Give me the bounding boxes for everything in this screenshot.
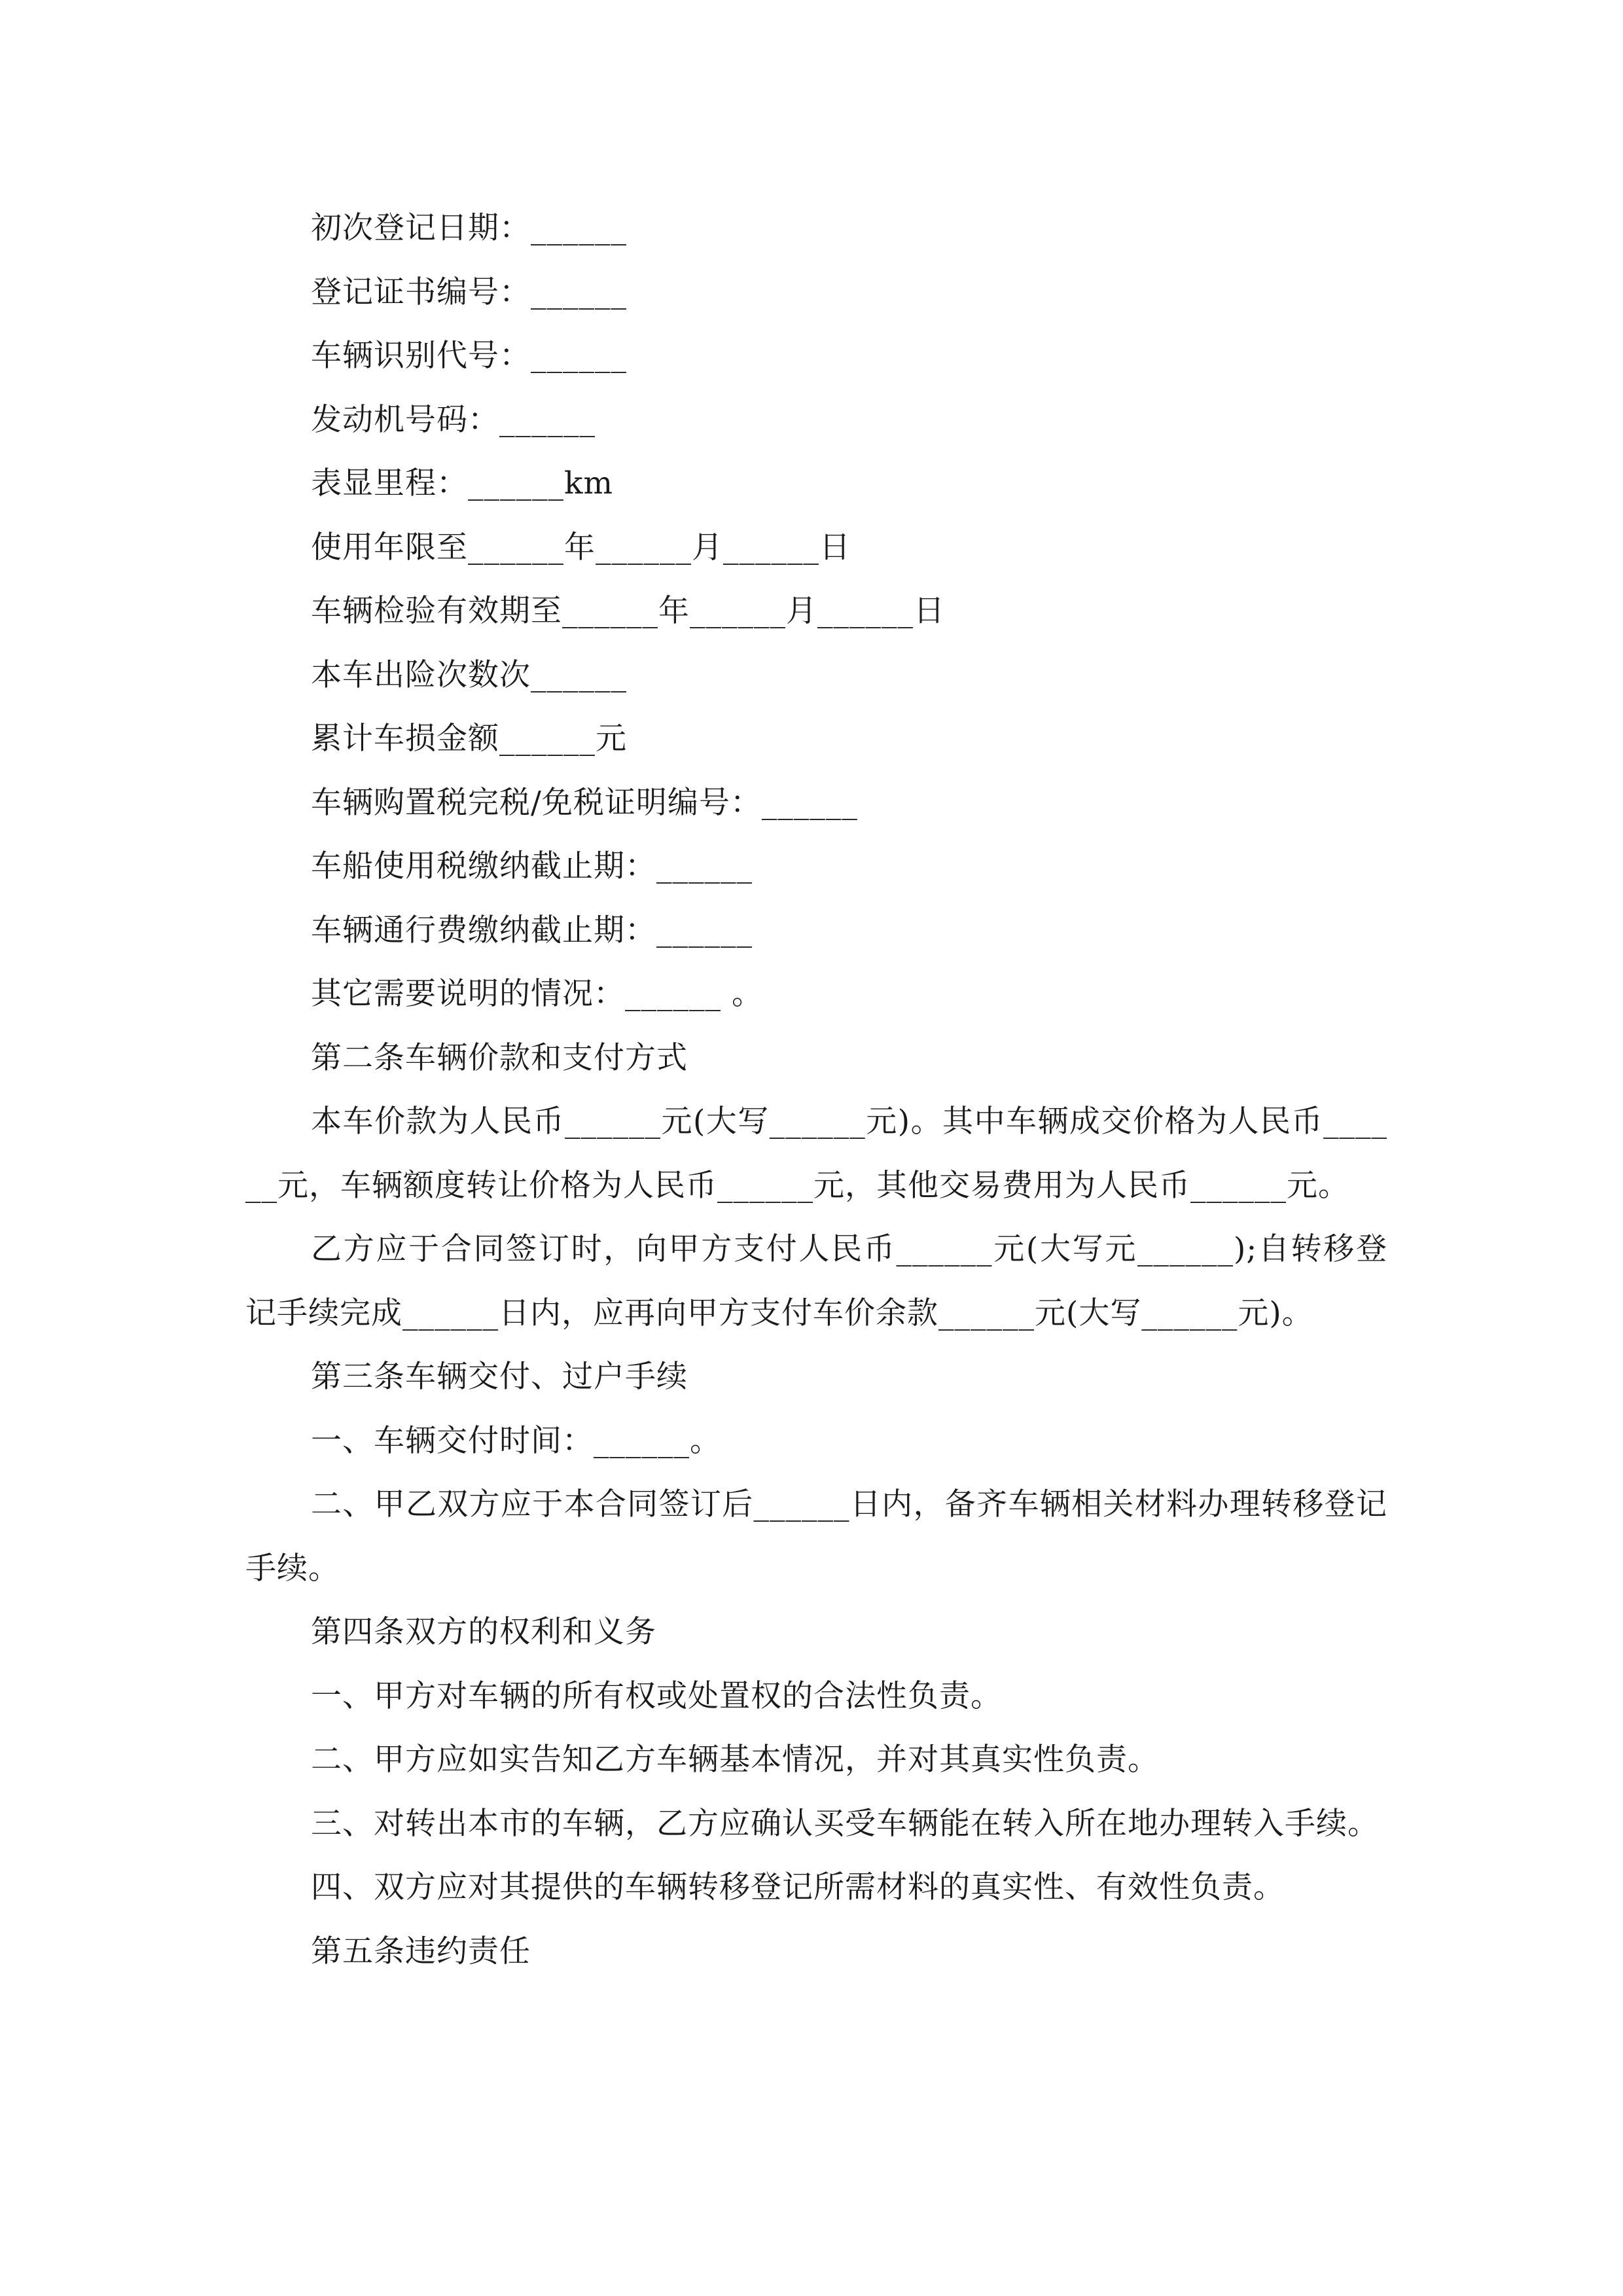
article-4-heading: 第四条双方的权利和义务 xyxy=(311,1614,656,1650)
contract-body xyxy=(245,196,1387,1983)
article-4-item-2: 二、甲方应如实告知乙方车辆基本情况，并对其真实性负责。 xyxy=(311,1742,1159,1778)
article-5-heading: 第五条违约责任 xyxy=(311,1933,531,1969)
field-insurance-claim-count: 本车出险次数次______ xyxy=(311,656,627,693)
article-2-heading: 第二条车辆价款和支付方式 xyxy=(311,1039,688,1076)
field-purchase-tax-certificate-number: 车辆购置税完税/免税证明编号：______ xyxy=(311,784,858,821)
field-accumulated-damage-amount: 累计车损金额______元 xyxy=(311,721,627,757)
field-other-notes: 其它需要说明的情况：______ 。 xyxy=(311,976,763,1012)
article-3-item-1: 一、车辆交付时间：______。 xyxy=(311,1422,721,1459)
field-vehicle-vessel-tax-deadline: 车船使用税缴纳截止期：______ xyxy=(311,848,753,884)
field-registration-certificate-number: 登记证书编号：______ xyxy=(311,274,627,310)
field-toll-fee-deadline: 车辆通行费缴纳截止期：______ xyxy=(311,912,753,948)
article-2-payment-paragraph: 乙方应于合同签订时，向甲方支付人民币______元(大写元______);自转移登记手续完成______日内，应再向甲方支付车价余款______元(大写______元)。 xyxy=(245,1231,1387,1331)
article-4-item-1: 一、甲方对车辆的所有权或处置权的合法性负责。 xyxy=(311,1677,1002,1714)
article-3-item-2: 二、甲乙双方应于本合同签订后______日内，备齐车辆相关材料办理转移登记手续。 xyxy=(245,1486,1387,1587)
field-service-life-until: 使用年限至______年______月______日 xyxy=(311,529,851,565)
field-odometer-reading: 表显里程：______km xyxy=(311,465,614,501)
article-4-item-4: 四、双方应对其提供的车辆转移登记所需材料的真实性、有效性负责。 xyxy=(311,1869,1285,1905)
field-first-registration-date: 初次登记日期：______ xyxy=(311,210,627,246)
article-2-price-paragraph: 本车价款为人民币______元(大写______元)。其中车辆成交价格为人民币______元，车辆额度转让价格为人民币______元，其他交易费用为人民币______元。 xyxy=(245,1103,1387,1204)
field-inspection-valid-until: 车辆检验有效期至______年______月______日 xyxy=(311,593,945,629)
field-engine-number: 发动机号码：______ xyxy=(311,401,596,438)
article-3-heading: 第三条车辆交付、过户手续 xyxy=(311,1359,688,1395)
field-vehicle-identification-code: 车辆识别代号：______ xyxy=(311,338,627,374)
article-4-item-3: 三、对转出本市的车辆，乙方应确认买受车辆能在转入所在地办理转入手续。 xyxy=(311,1805,1379,1842)
